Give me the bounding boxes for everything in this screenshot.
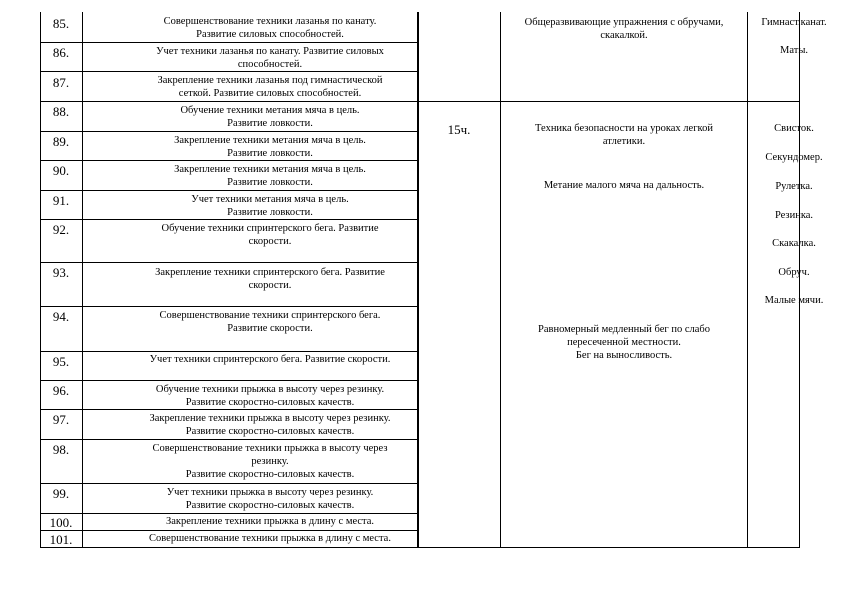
lesson-topic: Закрепление техники метания мяча в цель. Развитие ловкости. [174, 164, 366, 188]
row-line [40, 351, 418, 352]
table-divider [417, 12, 419, 548]
lesson-topic: Обучение техники метания мяча в цель. Развитие ловкости. [180, 105, 360, 129]
table-divider [500, 12, 501, 548]
gym-exercises-text: Общеразвивающие упражнения с обручами, скакалкой. [524, 17, 724, 41]
row-number: 96. [52, 383, 70, 398]
row-number: 91. [52, 193, 70, 208]
row-number: 94. [52, 309, 70, 324]
row-number: 93. [52, 265, 70, 280]
row-number: 101. [49, 532, 73, 547]
running-text: Равномерный медленный бег по слабо пересеченной местности. Бег на выносливость. [538, 324, 710, 361]
lesson-topic: Учет техники прыжка в высоту через резинку. Развитие скоростно-силовых качеств. [166, 487, 374, 511]
row-number: 88. [52, 104, 70, 119]
row-line [40, 160, 418, 161]
table-border-bottom [40, 547, 800, 548]
lesson-plan-table [40, 12, 827, 548]
row-number: 98. [52, 442, 70, 457]
row-number: 99. [52, 486, 70, 501]
lesson-topic: Обучение техники спринтерского бега. Развитие скорости. [161, 223, 379, 247]
equipment-item: Рулетка. [775, 181, 813, 192]
lesson-topic: Закрепление техники прыжка в длину с места. [165, 516, 375, 527]
row-line [40, 306, 418, 307]
lesson-topic: Закрепление техники спринтерского бега. Развитие скорости. [155, 267, 385, 291]
hours-count: 15ч. [447, 122, 471, 137]
row-line [40, 409, 418, 410]
equipment-item: Обруч. [778, 267, 810, 278]
row-line [40, 483, 418, 484]
row-number: 86. [52, 45, 70, 60]
row-number: 95. [52, 354, 70, 369]
table-border-left [40, 12, 41, 548]
equipment-item: Скакалка. [772, 238, 816, 249]
row-number: 87. [52, 75, 70, 90]
lesson-topic: Совершенствование техники спринтерского бега. Развитие скорости. [159, 310, 381, 334]
row-number: 85. [52, 16, 70, 31]
safety-text: Техника безопасности на уроках легкой атлетики. [535, 123, 713, 147]
equipment-item: Секундомер. [765, 152, 823, 163]
lesson-topic: Закрепление техники лазанья под гимнастической сеткой. Развитие силовых способностей. [157, 75, 383, 99]
throwing-text: Метание малого мяча на дальность. [543, 180, 705, 191]
row-number: 89. [52, 134, 70, 149]
row-line [40, 262, 418, 263]
lesson-topic: Учет техники метания мяча в цель. Развитие ловкости. [191, 194, 349, 218]
lesson-topic: Совершенствование техники лазанья по канату. Развитие силовых способностей. [163, 16, 377, 40]
row-number: 100. [49, 515, 73, 530]
table-divider [747, 12, 748, 548]
row-line [40, 101, 800, 102]
equipment-mats: Маты. [780, 45, 808, 56]
row-line [40, 131, 418, 132]
lesson-topic: Учет техники лазанья по канату. Развитие силовых способностей. [156, 46, 384, 70]
row-number: 92. [52, 222, 70, 237]
lesson-topic: Совершенствование техники прыжка в высоту через резинку. Развитие скоростно-силовых качеств. [152, 443, 388, 480]
lesson-topic: Закрепление техники метания мяча в цель. Развитие ловкости. [174, 135, 366, 159]
row-line [40, 219, 418, 220]
table-divider [82, 12, 83, 548]
equipment-gym-rope: Гимнаст.канат. [761, 17, 827, 28]
row-number: 97. [52, 412, 70, 427]
row-line [40, 439, 418, 440]
table-border-right [799, 12, 800, 548]
lesson-topic: Обучение техники прыжка в высоту через резинку. Развитие скоростно-силовых качеств. [155, 384, 385, 408]
lesson-topic: Учет техники спринтерского бега. Развитие скорости. [149, 354, 391, 365]
equipment-item: Резинка. [774, 210, 814, 221]
lesson-topic: Совершенствование техники прыжка в длину с места. [149, 533, 391, 544]
row-line [40, 380, 418, 381]
equipment-item: Малые мячи. [764, 295, 824, 306]
row-line [40, 530, 418, 531]
row-line [40, 71, 418, 72]
row-number: 90. [52, 163, 70, 178]
lesson-topic: Закрепление техники прыжка в высоту через резинку. Развитие скоростно-силовых качеств. [149, 413, 391, 437]
row-line [40, 42, 418, 43]
row-line [40, 190, 418, 191]
equipment-item: Свисток. [774, 123, 814, 134]
row-line [40, 513, 418, 514]
